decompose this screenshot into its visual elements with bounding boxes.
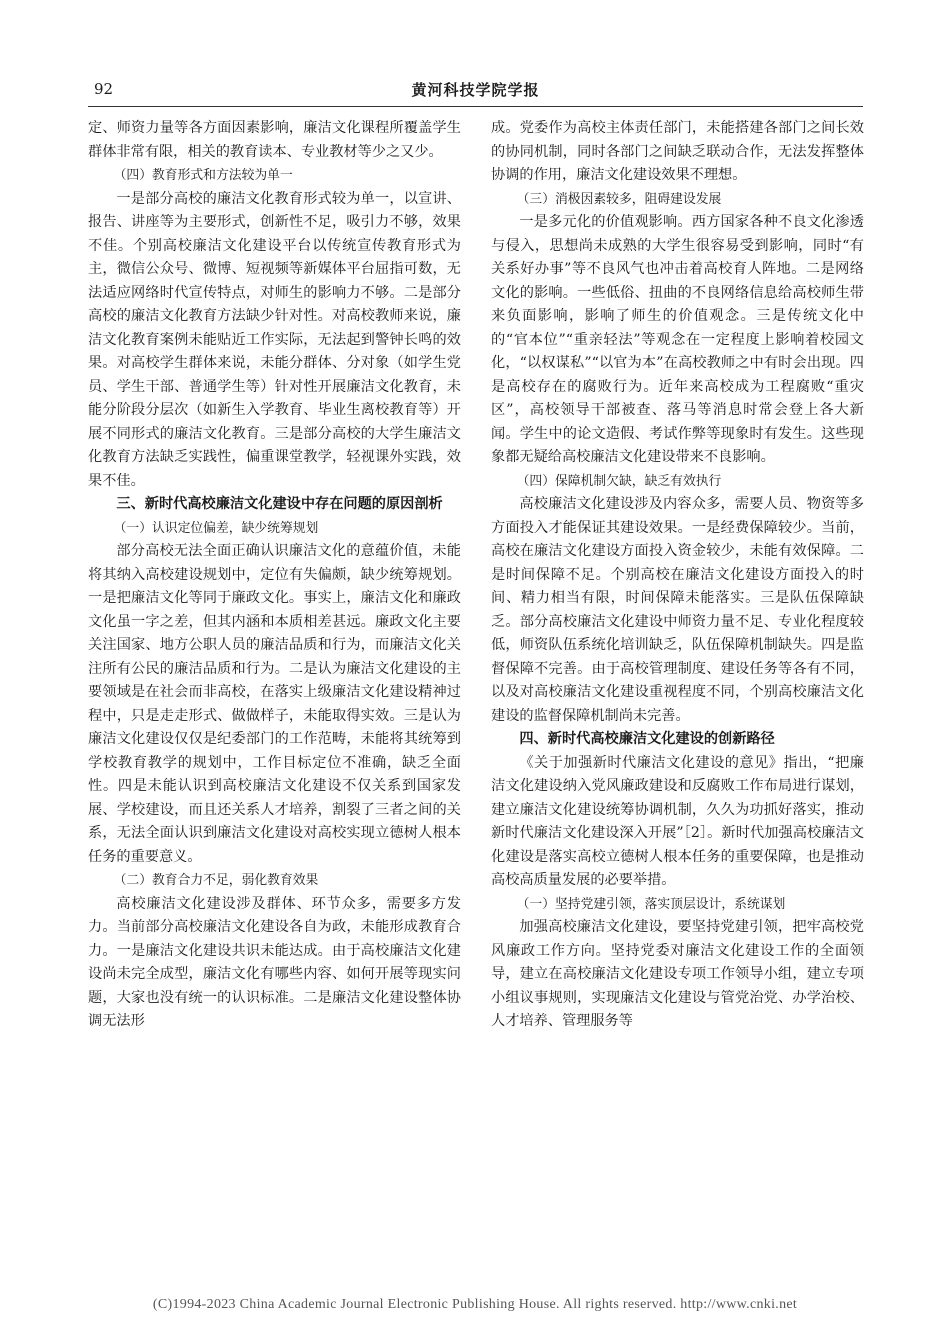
- section-heading: 四、新时代高校廉洁文化建设的创新路径: [519, 731, 775, 747]
- paragraph: 一是部分高校的廉洁文化教育形式较为单一，以宣讲、报告、讲座等为主要形式，创新性不足，吸引力不够，效果不佳。个别高校廉洁文化建设平台以传统宣传教育形式为主，微信公众号、微博、短视频等新媒体平台屈指可数，无法适应网络时代宣传特点，对师生的影响力不够。二是部分高校的廉洁文化教育方法缺少针对性。对高校教师来说，廉洁文化教育案例未能贴近工作实际，无法起到警钟长鸣的效果。对高校学生群体来说，未能分群体、分对象（如学生党员、学生干部、普通学生等）针对性开展廉洁文化教育，未能分阶段分层次（如新生入学教育、毕业生离校教育等）开展不同形式的廉洁文化教育。三是部分高校的大学生廉洁文化教育方法缺乏实践性，偏重课堂教学，轻视课外实践，效果不佳。: [88, 190, 461, 489]
- subsection-heading: （三）消极因素较多，阻碍建设发展: [516, 191, 722, 207]
- left-column: [88, 117, 461, 1227]
- running-header: [88, 78, 863, 107]
- paragraph: 加强高校廉洁文化建设，要坚持党建引领，把牢高校党风廉政工作方向。坚持党委对廉洁文化建设工作的全面领导，建立在高校廉洁文化建设专项工作领导小组，建立专项小组议事规则，实现廉洁文化建设与管党治党、办学治校、人才培养、管理服务等: [491, 919, 864, 1029]
- section-heading: 三、新时代高校廉洁文化建设中存在问题的原因剖析: [116, 496, 443, 512]
- subsection-heading: （一）认识定位偏差，缺少统筹规划: [113, 520, 319, 536]
- paragraph: 《关于加强新时代廉洁文化建设的意见》指出，“把廉洁文化建设纳入党风廉政建设和反腐败工作布局进行谋划，建立廉洁文化建设统筹协调机制，久久为功抓好落实，推动新时代廉洁文化建设深入开展”［2］。新时代加强高校廉洁文化建设是落实高校立德树人根本任务的重要保障，也是推动高校高质量发展的必要举措。: [491, 754, 864, 888]
- paragraph: 一是多元化的价值观影响。西方国家各种不良文化渗透与侵入，思想尚未成熟的大学生很容易受到影响，同时“有关系好办事”等不良风气也冲击着高校育人阵地。二是网络文化的影响。一些低俗、扭曲的不良网络信息给高校师生带来负面影响，影响了师生的价值观念。三是传统文化中的“官本位”“重亲轻法”等观念在一定程度上影响着校园文化，“以权谋私”“以官为本”在高校教师之中有时会出现。四是高校存在的腐败行为。近年来高校成为工程腐败“重灾区”，高校领导干部被查、落马等消息时常会登上各大新闻。学生中的论文造假、考试作弊等现象时有发生。这些现象都无疑给高校廉洁文化建设带来不良影响。: [491, 214, 864, 465]
- subsection-heading: （一）坚持党建引领，落实顶层设计，系统谋划: [516, 896, 786, 912]
- paragraph: 高校廉洁文化建设涉及内容众多，需要人员、物资等多方面投入才能保证其建设效果。一是经费保障较少。当前，高校在廉洁文化建设方面投入资金较少，未能有效保障。二是时间保障不足。个别高校在廉洁文化建设方面投入的时间、精力相当有限，时间保障未能落实。三是队伍保障缺乏。部分高校廉洁文化建设中师资力量不足、专业化程度较低，师资队伍系统化培训缺乏，队伍保障机制缺失。四是监督保障不完善。由于高校管理制度、建设任务等各有不同，以及对高校廉洁文化建设重视程度不同，个别高校廉洁文化建设的监督保障机制尚未完善。: [491, 496, 864, 724]
- subsection-heading: （四）保障机制欠缺，缺乏有效执行: [516, 473, 722, 489]
- copyright-footer: (C)1994-2023 China Academic Journal Electronic Publishing House. All rights reserved. http://www.cnki.net: [152, 1297, 798, 1312]
- right-column: [491, 117, 864, 1227]
- subsection-heading: （四）教育形式和方法较为单一: [113, 168, 293, 183]
- paragraph: 定、师资力量等各方面因素影响，廉洁文化课程所覆盖学生群体非常有限，相关的教育读本、专业教材等少之又少。: [88, 120, 461, 160]
- subsection-heading: （二）教育合力不足，弱化教育效果: [113, 873, 319, 888]
- paragraph: 高校廉洁文化建设涉及群体、环节众多，需要多方发力。当前部分高校廉洁文化建设各自为政，未能形成教育合力。一是廉洁文化建设共识未能达成。由于高校廉洁文化建设尚未完全成型，廉洁文化有哪些内容、如何开展等现实问题，大家也没有统一的认识标准。二是廉洁文化建设整体协调无法形: [88, 895, 461, 1029]
- page-number: 92: [94, 80, 114, 98]
- paragraph: 部分高校无法全面正确认识廉洁文化的意蕴价值，未能将其纳入高校建设规划中，定位有失偏颇，缺少统筹规划。一是把廉洁文化等同于廉政文化。事实上，廉洁文化和廉政文化虽一字之差，但其内涵和本质相差甚远。廉政文化主要关注国家、地方公职人员的廉洁品质和行为，而廉洁文化关注所有公民的廉洁品质和行为。二是认为廉洁文化建设的主要领域是在社会而非高校，在落实上级廉洁文化建设精神过程中，只是走走形式、做做样子，未能取得实效。三是认为廉洁文化建设仅仅是纪委部门的工作范畴，未能将其统筹到学校教育教学的规划中，工作目标定位不准确，缺乏全面性。四是未能认识到高校廉洁文化建设不仅关系到国家发展、学校建设，而且还关系人才培养，割裂了三者之间的关系，无法全面认识到廉洁文化建设对高校实现立德树人根本任务的重要意义。: [88, 543, 461, 865]
- journal-title: 黄河科技学院学报: [411, 81, 540, 99]
- paragraph: 成。党委作为高校主体责任部门，未能搭建各部门之间长效的协同机制，同时各部门之间缺乏联动合作，无法发挥整体协调的作用，廉洁文化建设效果不理想。: [491, 120, 864, 183]
